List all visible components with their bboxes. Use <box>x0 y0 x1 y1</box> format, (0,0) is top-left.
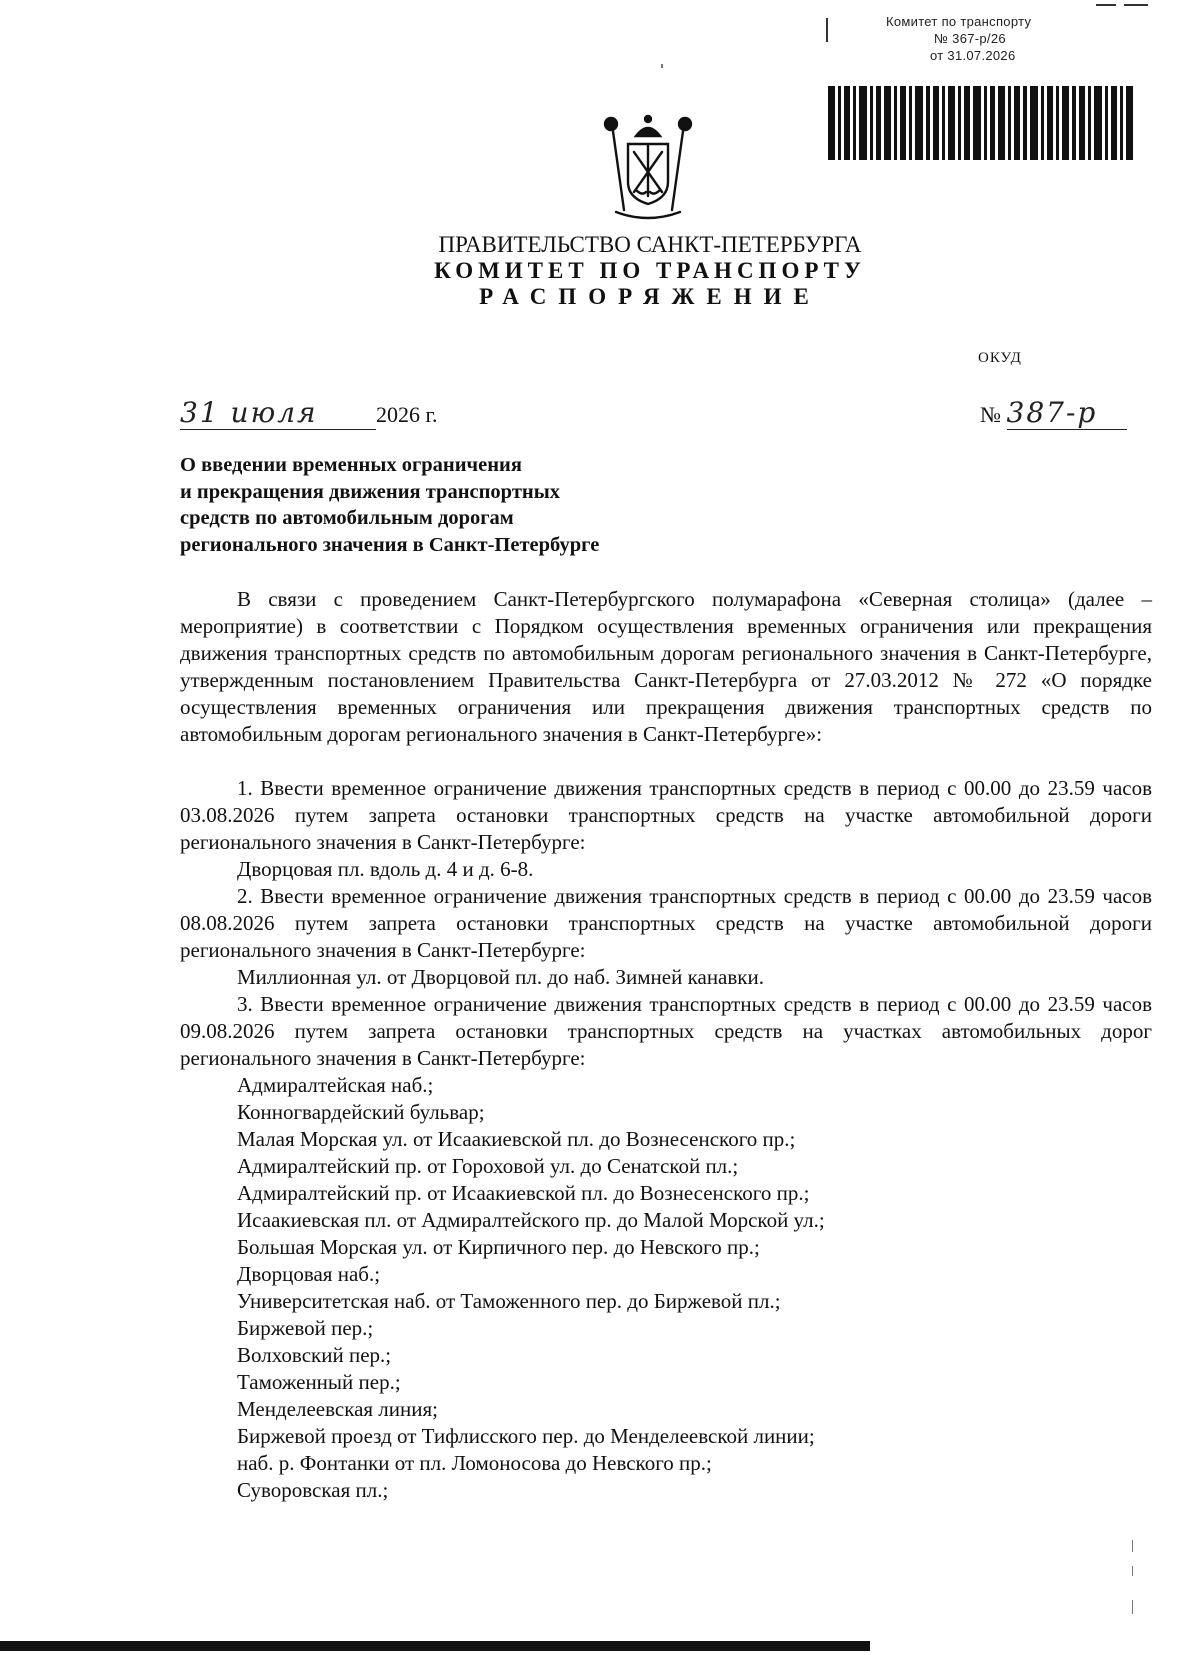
barcode <box>828 68 1138 160</box>
subject-line: и прекращения движения транспортных <box>180 480 560 503</box>
street-item: Исаакиевская пл. от Адмиралтейского пр. до Малой Морской ул.; <box>237 1208 825 1232</box>
street-item: Биржевой проезд от Тифлисского пер. до Менделеевской линии; <box>237 1424 815 1448</box>
okud-label: ОКУД <box>978 350 1022 366</box>
street-item: Дворцовая наб.; <box>237 1262 381 1286</box>
clause-3: 3. Ввести временное ограничение движения транспортных средств в период с 00.00 до 23.59 часов 09.08.2026 путем запрета остановки транспортных средств на участках автомобильных дорог регионального значения в Санкт-Петербурге: <box>180 992 1152 1070</box>
scan-edge-bar <box>0 1641 870 1651</box>
street-item: Таможенный пер.; <box>237 1370 401 1394</box>
clause-1: 1. Ввести временное ограничение движения транспортных средств в период с 00.00 до 23.59 часов 03.08.2026 путем запрета остановки транспортных средств на участке автомобильной дороги регионального значения в Санкт-Петербурге: <box>180 776 1152 854</box>
document-body <box>180 586 1152 1504</box>
document-date <box>180 396 438 430</box>
preamble-paragraph: В связи с проведением Санкт-Петербургского полумарафона «Северная столица» (далее – мероприятие) в соответствии с Порядком осуществления временных ограничения или прекращения движения транспортных средств по автомобильным дорогам регионального значения в Санкт-Петербурге, утвержденным постановлением Правительства Санкт-Петербурга от 27.03.2012 № 272 «О порядке осуществления временных ограничения или прекращения движения транспортных средств по автомобильным дорогам регионального значения в Санкт-Петербурге»: <box>180 587 1152 746</box>
street-item: Волховский пер.; <box>237 1343 392 1367</box>
street-item: Дворцовая пл. вдоль д. 4 и д. 6-8. <box>237 857 534 881</box>
street-item: Большая Морская ул. от Кирпичного пер. до Невского пр.; <box>237 1235 760 1259</box>
street-item: наб. р. Фонтанки от пл. Ломоносова до Невского пр.; <box>237 1451 712 1475</box>
street-item: Суворовская пл.; <box>237 1478 389 1502</box>
street-item: Менделеевская линия; <box>237 1397 438 1421</box>
street-item: Малая Морская ул. от Исаакиевской пл. до Вознесенского пр.; <box>237 1127 796 1151</box>
street-item: Адмиралтейский пр. от Гороховой ул. до Сенатской пл.; <box>237 1154 739 1178</box>
coat-of-arms-emblem <box>598 114 698 224</box>
scan-dot <box>661 64 663 68</box>
street-item: Конногвардейский бульвар; <box>237 1100 485 1124</box>
stamp-corner-mark <box>1096 4 1116 6</box>
street-item: Адмиралтейская наб.; <box>237 1073 434 1097</box>
street-list <box>180 1072 1152 1504</box>
document-subject <box>180 452 599 558</box>
document-type: РАСПОРЯЖЕНИЕ <box>479 284 821 309</box>
document-year: 2026 г. <box>376 402 438 427</box>
subject-line: средств по автомобильным дорогам <box>180 507 514 529</box>
stamp-date: от 31.07.2026 <box>930 48 1016 63</box>
scan-edge-mark <box>1132 1566 1133 1576</box>
handwritten-number: 387-р <box>1007 396 1127 430</box>
street-item: Адмиралтейский пр. от Исаакиевской пл. до Вознесенского пр.; <box>237 1181 810 1205</box>
handwritten-date: 31 июля <box>180 396 376 430</box>
subject-line: регионального значения в Санкт-Петербурге <box>180 533 600 556</box>
street-item: Биржевой пер.; <box>237 1316 374 1340</box>
number-sign: № <box>980 402 1001 427</box>
street-item: Университетская наб. от Таможенного пер. до Биржевой пл.; <box>237 1289 781 1313</box>
document-number <box>980 396 1127 430</box>
clause-2: 2. Ввести временное ограничение движения транспортных средств в период с 00.00 до 23.59 часов 08.08.2026 путем запрета остановки транспортных средств на участке автомобильной дороги регионального значения в Санкт-Петербурге: <box>180 884 1152 962</box>
stamp-edge-mark <box>826 18 828 42</box>
stamp-corner-mark <box>1124 4 1148 6</box>
scan-edge-mark <box>1132 1540 1133 1552</box>
stamp-committee: Комитет по транспорту <box>886 14 1032 29</box>
subject-line: О введении временных ограничения <box>180 454 522 476</box>
stamp-number: № 367-р/26 <box>934 31 1006 46</box>
committee-title: КОМИТЕТ ПО ТРАНСПОРТУ <box>434 258 866 283</box>
government-title: ПРАВИТЕЛЬСТВО САНКТ-ПЕТЕРБУРГА <box>438 232 862 257</box>
scan-edge-mark <box>1132 1600 1133 1614</box>
street-item: Миллионная ул. от Дворцовой пл. до наб. Зимней канавки. <box>237 965 764 989</box>
